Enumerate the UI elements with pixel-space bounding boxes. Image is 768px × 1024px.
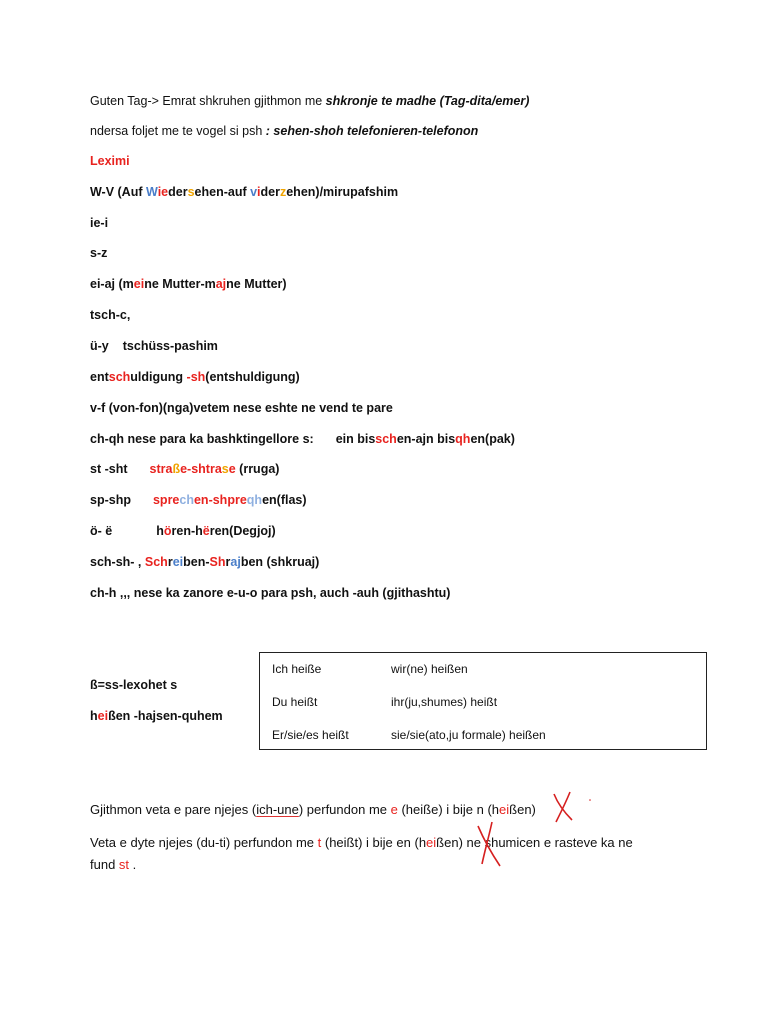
table-cell: ihr(ju,shumes) heißt [391, 695, 498, 709]
line-v-f: v-f (von-fon)(nga)vetem nese eshte ne vend te pare [90, 401, 393, 415]
line-sch-sh: sch-sh- , Schreiben-Shrajben (shkruaj) [90, 555, 320, 569]
paragraph-first-person: Gjithmon veta e pare njejes (ich-une) perfundon me e (heiße) i bije n (heißen) [90, 802, 536, 817]
line-verbs-lowercase: ndersa foljet me te vogel si psh : sehen-shoh telefonieren-telefonon [90, 124, 479, 138]
line-nouns-capital: Guten Tag-> Emrat shkruhen gjithmon me shkronje te madhe (Tag-dita/emer) [90, 94, 530, 108]
line-ch-h: ch-h ,,, nese ka zanore e-u-o para psh, auch -auh (gjithashtu) [90, 586, 451, 600]
line-sp-shp: sp-shp sprechen-shpreqhen(flas) [90, 493, 307, 507]
line-tsch-c: tsch-c, [90, 308, 131, 322]
table-cell: Du heißt [272, 695, 318, 709]
red-cross-mark-icon [472, 820, 506, 868]
line-heissen: heißen -hajsen-quhem [90, 709, 223, 723]
line-ch-qh: ch-qh nese para ka bashktingellore s: ein bisschen-ajn bisqhen(pak) [90, 432, 515, 446]
table-cell: wir(ne) heißen [391, 662, 468, 676]
line-w-v: W-V (Auf Wiedersehen-auf viderzehen)/mirupafshim [90, 185, 399, 199]
paragraph-second-person-end: fund st . [90, 857, 137, 872]
table-cell: Ich heiße [272, 662, 322, 676]
heading-leximi: Leximi [90, 154, 130, 168]
line-u-y: ü-y tschüss-pashim [90, 339, 218, 353]
paragraph-second-person: Veta e dyte njejes (du-ti) perfundon me t (heißt) i bije en (heißen) ne shumicen e rasteve ka ne [90, 835, 633, 850]
line-s-z: s-z [90, 246, 108, 260]
line-entschuldigung: entschuldigung -sh(entshuldigung) [90, 370, 300, 384]
line-ie-i: ie-i [90, 216, 109, 230]
line-st-sht: st -sht straße-shtrase (rruga) [90, 462, 280, 476]
table-cell: sie/sie(ato,ju formale) heißen [391, 728, 546, 742]
line-ei-aj: ei-aj (meine Mutter-majne Mutter) [90, 277, 287, 291]
line-eszett: ß=ss-lexohet s [90, 678, 178, 692]
dot-mark-icon [588, 798, 592, 802]
table-cell: Er/sie/es heißt [272, 728, 349, 742]
conjugation-table [259, 652, 707, 750]
red-cross-mark-icon [548, 790, 578, 824]
line-o-e: ö- ë hören-hëren(Degjoj) [90, 524, 276, 538]
